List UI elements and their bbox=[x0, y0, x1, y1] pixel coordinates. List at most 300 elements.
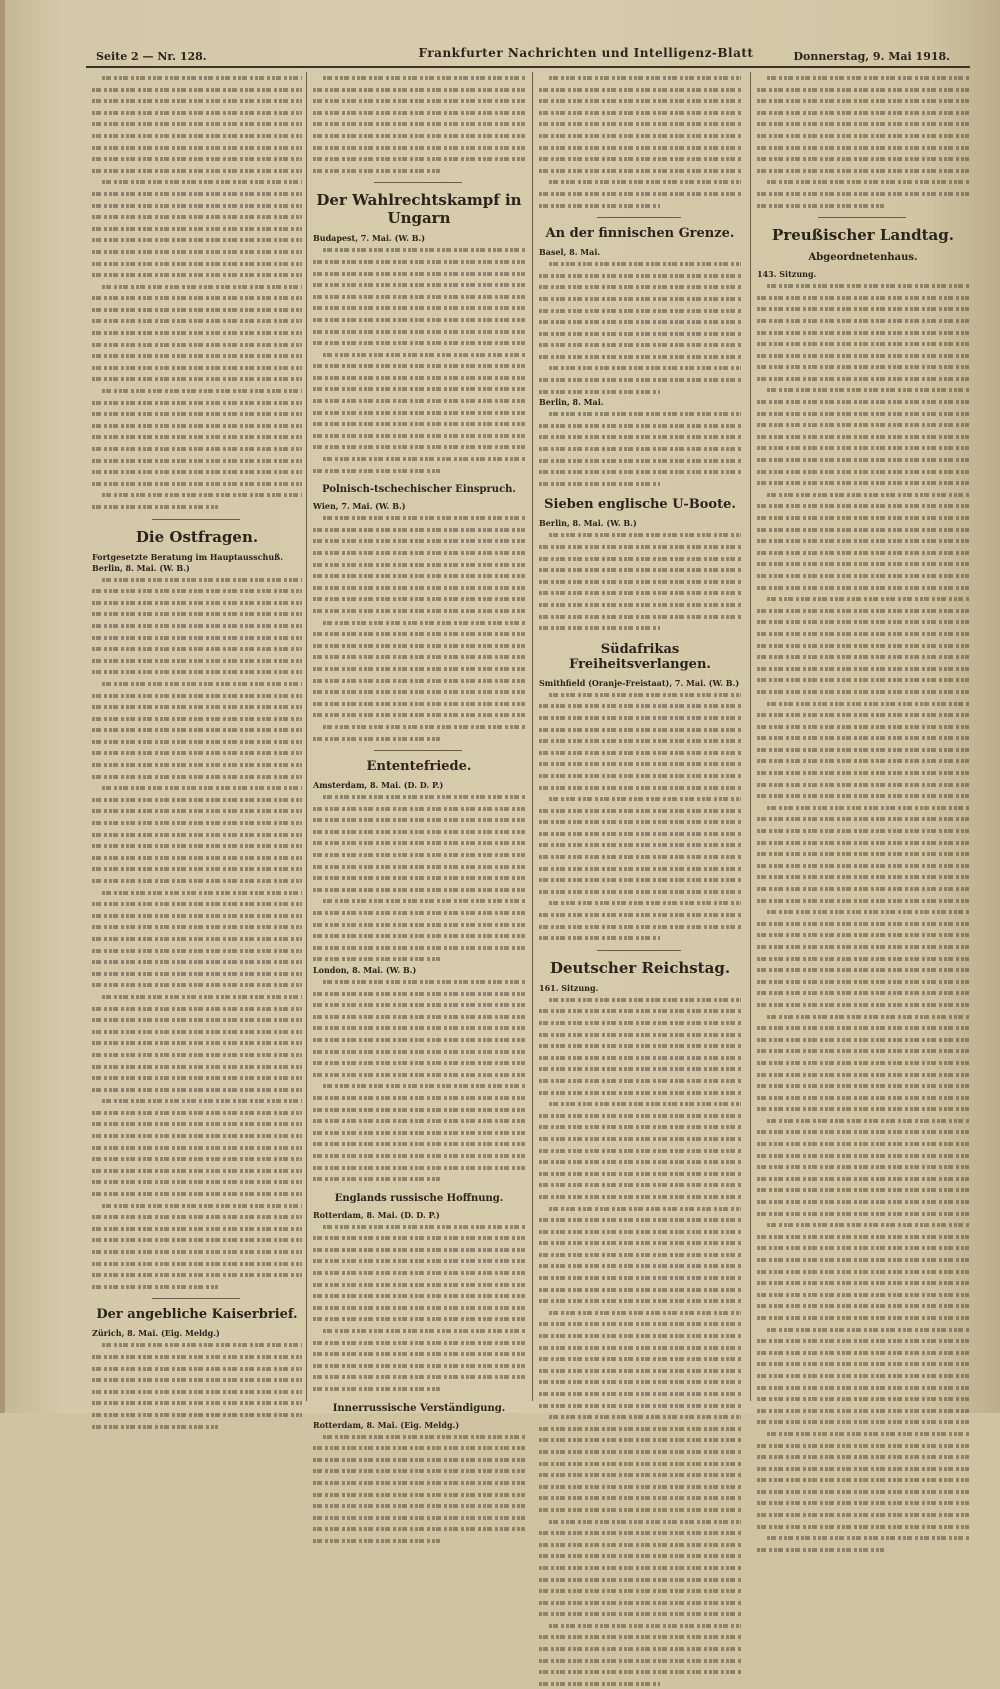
text-line bbox=[757, 1022, 969, 1034]
text-line bbox=[757, 1034, 969, 1046]
text-line bbox=[313, 142, 525, 154]
text-line bbox=[92, 724, 302, 736]
text-line bbox=[313, 268, 525, 280]
text-line bbox=[313, 1127, 525, 1139]
text-line bbox=[539, 932, 741, 944]
text-line bbox=[757, 1370, 969, 1382]
text-line bbox=[539, 1087, 741, 1099]
text-line bbox=[313, 1115, 525, 1127]
text-line bbox=[539, 622, 741, 634]
text-line bbox=[757, 327, 969, 339]
dateline: Budapest, 7. Mai. (W. B.) bbox=[313, 233, 426, 244]
text-line bbox=[92, 690, 302, 702]
dateline: Amsterdam, 8. Mai. (D. D. P.) bbox=[313, 780, 444, 791]
text-line bbox=[313, 617, 525, 629]
text-lines bbox=[313, 512, 525, 744]
text-line bbox=[757, 1126, 969, 1138]
text-line bbox=[313, 1057, 525, 1069]
text-line bbox=[757, 999, 969, 1011]
text-line bbox=[92, 910, 302, 922]
text-line bbox=[313, 1069, 525, 1081]
article-body bbox=[86, 72, 306, 513]
text-line bbox=[757, 790, 969, 802]
text-line bbox=[539, 351, 741, 363]
text-line bbox=[539, 130, 741, 142]
column-3 bbox=[532, 72, 745, 1401]
text-line bbox=[757, 779, 969, 791]
dateline: Smithfield (Oranje-Freistaat), 7. Mai. (W. B.) bbox=[539, 677, 740, 688]
text-line bbox=[313, 153, 525, 165]
text-line bbox=[539, 1423, 741, 1435]
text-line bbox=[757, 1045, 969, 1057]
text-line bbox=[313, 314, 525, 326]
text-line bbox=[313, 1221, 525, 1233]
text-lines bbox=[539, 689, 741, 944]
text-line bbox=[313, 326, 525, 338]
text-line bbox=[92, 200, 302, 212]
text-line bbox=[92, 1107, 302, 1119]
text-line bbox=[539, 107, 741, 119]
text-line bbox=[539, 1063, 741, 1075]
text-line bbox=[313, 686, 525, 698]
text-line bbox=[313, 349, 525, 361]
text-line bbox=[757, 1416, 969, 1428]
text-line bbox=[539, 1272, 741, 1284]
page-number: Seite 2 — Nr. 128. bbox=[96, 50, 207, 63]
headline-einspruch: Polnisch-tschechischer Einspruch. bbox=[322, 484, 516, 496]
text-line bbox=[539, 420, 741, 432]
text-line bbox=[757, 1497, 969, 1509]
text-line bbox=[757, 1231, 969, 1243]
text-line bbox=[539, 1400, 741, 1412]
text-line bbox=[92, 327, 302, 339]
text-line bbox=[313, 698, 525, 710]
text-line bbox=[757, 1382, 969, 1394]
text-line bbox=[757, 1150, 969, 1162]
text-line bbox=[92, 1386, 302, 1398]
text-line bbox=[757, 837, 969, 849]
text-line bbox=[92, 1049, 302, 1061]
text-line bbox=[313, 721, 525, 733]
text-line bbox=[757, 1092, 969, 1104]
text-line bbox=[539, 1562, 741, 1574]
text-line bbox=[92, 1095, 302, 1107]
text-line bbox=[92, 887, 302, 899]
text-line bbox=[539, 1666, 741, 1678]
text-line bbox=[92, 1211, 302, 1223]
text-line bbox=[92, 408, 302, 420]
text-lines bbox=[313, 1431, 525, 1547]
text-line bbox=[92, 736, 302, 748]
text-line bbox=[92, 362, 302, 374]
text-lines bbox=[539, 258, 741, 397]
text-line bbox=[539, 541, 741, 553]
text-line bbox=[539, 886, 741, 898]
text-line bbox=[539, 1179, 741, 1191]
text-line bbox=[539, 1017, 741, 1029]
text-line bbox=[313, 1302, 525, 1314]
text-line bbox=[539, 735, 741, 747]
text-line bbox=[539, 165, 741, 177]
text-line bbox=[757, 396, 969, 408]
text-line bbox=[757, 1324, 969, 1336]
text-line bbox=[92, 794, 302, 806]
headline-hoffnung: Englands russische Hoffnung. bbox=[334, 1192, 504, 1204]
text-line bbox=[313, 1080, 525, 1092]
headline-wahlrechtskampf: Der Wahlrechtskampf in Ungarn bbox=[316, 191, 522, 228]
dateline: Berlin, 8. Mai. (W. B.) bbox=[539, 518, 637, 529]
text-line bbox=[539, 1504, 741, 1516]
text-line bbox=[757, 918, 969, 930]
text-line bbox=[539, 805, 741, 817]
text-line bbox=[539, 863, 741, 875]
text-line bbox=[313, 849, 525, 861]
text-line bbox=[539, 576, 741, 588]
text-line bbox=[539, 1075, 741, 1087]
text-line bbox=[313, 256, 525, 268]
page-edge-shadow bbox=[0, 0, 5, 1413]
text-lines bbox=[313, 791, 525, 965]
text-line bbox=[313, 84, 525, 96]
text-line bbox=[539, 305, 741, 317]
text-line bbox=[92, 176, 302, 188]
text-line bbox=[92, 608, 302, 620]
text-line bbox=[757, 1184, 969, 1196]
text-line bbox=[539, 747, 741, 759]
text-line bbox=[757, 1069, 969, 1081]
text-line bbox=[313, 1431, 525, 1443]
divider bbox=[374, 182, 463, 183]
text-line bbox=[92, 1026, 302, 1038]
text-line bbox=[539, 1585, 741, 1597]
text-line bbox=[757, 1544, 969, 1556]
text-line bbox=[313, 1034, 525, 1046]
text-line bbox=[313, 1232, 525, 1244]
text-line bbox=[539, 874, 741, 886]
text-line bbox=[92, 1363, 302, 1375]
text-line bbox=[313, 1011, 525, 1023]
text-line bbox=[539, 281, 741, 293]
text-line bbox=[757, 721, 969, 733]
text-line bbox=[539, 816, 741, 828]
text-line bbox=[757, 964, 969, 976]
text-line bbox=[539, 1376, 741, 1388]
text-line bbox=[92, 759, 302, 771]
text-line bbox=[539, 270, 741, 282]
text-line bbox=[539, 1156, 741, 1168]
text-line bbox=[539, 1446, 741, 1458]
text-line bbox=[539, 1226, 741, 1238]
text-line bbox=[539, 1029, 741, 1041]
text-line bbox=[757, 1474, 969, 1486]
text-line bbox=[757, 802, 969, 814]
text-line bbox=[539, 909, 741, 921]
text-line bbox=[539, 1631, 741, 1643]
text-line bbox=[539, 84, 741, 96]
text-line bbox=[757, 524, 969, 536]
text-line bbox=[757, 1405, 969, 1417]
text-lines bbox=[539, 529, 741, 633]
text-line bbox=[757, 1080, 969, 1092]
text-line bbox=[92, 632, 302, 644]
headline-reichstag: Deutscher Reichstag. bbox=[549, 958, 731, 977]
headline-ententefriede: Ententefriede. bbox=[366, 759, 472, 775]
text-line bbox=[92, 350, 302, 362]
text-line bbox=[92, 921, 302, 933]
text-line bbox=[757, 976, 969, 988]
masthead-title: Frankfurter Nachrichten und Intelligenz-Blatt bbox=[418, 46, 754, 60]
text-line bbox=[539, 1295, 741, 1307]
text-line bbox=[539, 793, 741, 805]
text-line bbox=[539, 1145, 741, 1157]
text-line bbox=[92, 805, 302, 817]
text-line bbox=[92, 478, 302, 490]
text-line bbox=[539, 1260, 741, 1272]
text-line bbox=[757, 1347, 969, 1359]
text-line bbox=[313, 1523, 525, 1535]
column-2 bbox=[306, 72, 529, 1430]
text-line bbox=[92, 620, 302, 632]
text-line bbox=[313, 1348, 525, 1360]
text-line bbox=[313, 1290, 525, 1302]
text-line bbox=[757, 512, 969, 524]
text-line bbox=[313, 895, 525, 907]
text-line bbox=[757, 1451, 969, 1463]
text-line bbox=[92, 643, 302, 655]
headline-landtag: Preußischer Landtag. bbox=[772, 226, 954, 245]
text-line bbox=[757, 558, 969, 570]
text-line bbox=[313, 872, 525, 884]
text-line bbox=[757, 941, 969, 953]
text-line bbox=[313, 1371, 525, 1383]
text-line bbox=[92, 701, 302, 713]
text-line bbox=[92, 107, 302, 119]
text-line bbox=[92, 956, 302, 968]
text-line bbox=[313, 1104, 525, 1116]
text-line bbox=[92, 979, 302, 991]
text-line bbox=[92, 153, 302, 165]
text-line bbox=[92, 1351, 302, 1363]
text-line bbox=[757, 477, 969, 489]
text-line bbox=[539, 599, 741, 611]
text-line bbox=[539, 1492, 741, 1504]
text-line bbox=[313, 1477, 525, 1489]
divider bbox=[152, 1298, 240, 1299]
dateline: Fortgesetzte Beratung im Hauptausschuß. Berlin, 8. Mai. (W. B.) bbox=[92, 551, 284, 573]
text-line bbox=[92, 1223, 302, 1235]
text-line bbox=[92, 292, 302, 304]
text-line bbox=[92, 678, 302, 690]
text-line bbox=[539, 553, 741, 565]
text-line bbox=[757, 825, 969, 837]
text-line bbox=[757, 709, 969, 721]
text-line bbox=[92, 829, 302, 841]
text-line bbox=[539, 897, 741, 909]
text-line bbox=[757, 640, 969, 652]
text-line bbox=[757, 1300, 969, 1312]
text-line bbox=[313, 559, 525, 571]
text-line bbox=[313, 1046, 525, 1058]
text-line bbox=[757, 373, 969, 385]
text-line bbox=[757, 755, 969, 767]
text-line bbox=[539, 431, 741, 443]
text-line bbox=[539, 1643, 741, 1655]
text-line bbox=[539, 1620, 741, 1632]
text-line bbox=[313, 675, 525, 687]
text-line bbox=[757, 605, 969, 617]
text-line bbox=[539, 1481, 741, 1493]
text-line bbox=[313, 1244, 525, 1256]
text-line bbox=[539, 142, 741, 154]
text-line bbox=[92, 455, 302, 467]
text-line bbox=[757, 95, 969, 107]
text-line bbox=[757, 1486, 969, 1498]
text-line bbox=[757, 895, 969, 907]
text-line bbox=[92, 852, 302, 864]
text-line bbox=[313, 395, 525, 407]
text-line bbox=[757, 813, 969, 825]
text-line bbox=[313, 453, 525, 465]
text-line bbox=[757, 1289, 969, 1301]
divider bbox=[374, 750, 463, 751]
text-line bbox=[757, 72, 969, 84]
text-line bbox=[313, 372, 525, 384]
dateline: London, 8. Mai. (W. B.) bbox=[313, 965, 417, 975]
text-line bbox=[92, 339, 302, 351]
text-line bbox=[757, 767, 969, 779]
text-line bbox=[313, 733, 525, 745]
text-line bbox=[92, 933, 302, 945]
text-line bbox=[92, 968, 302, 980]
text-line bbox=[539, 362, 741, 374]
text-line bbox=[92, 142, 302, 154]
text-line bbox=[757, 663, 969, 675]
text-line bbox=[539, 1110, 741, 1122]
text-line bbox=[313, 582, 525, 594]
text-line bbox=[313, 942, 525, 954]
text-line bbox=[92, 1153, 302, 1165]
text-line bbox=[92, 1165, 302, 1177]
text-line bbox=[539, 374, 741, 386]
text-line bbox=[539, 1353, 741, 1365]
text-line bbox=[539, 828, 741, 840]
text-line bbox=[92, 211, 302, 223]
text-line bbox=[92, 1234, 302, 1246]
text-line bbox=[92, 597, 302, 609]
text-lines bbox=[92, 574, 302, 1293]
text-line bbox=[539, 1388, 741, 1400]
text-line bbox=[539, 1365, 741, 1377]
text-line bbox=[757, 929, 969, 941]
text-line bbox=[539, 1574, 741, 1586]
text-line bbox=[757, 582, 969, 594]
text-line bbox=[539, 1249, 741, 1261]
text-line bbox=[539, 1052, 741, 1064]
text-line bbox=[539, 1005, 741, 1017]
text-line bbox=[757, 1532, 969, 1544]
text-line bbox=[757, 500, 969, 512]
text-line bbox=[92, 1200, 302, 1212]
text-line bbox=[757, 628, 969, 640]
text-line bbox=[313, 861, 525, 873]
text-line bbox=[313, 1454, 525, 1466]
text-line bbox=[539, 1608, 741, 1620]
text-line bbox=[539, 1539, 741, 1551]
headline-kaiserbrief: Der angebliche Kaiserbrief. bbox=[96, 1307, 298, 1323]
dateline: 161. Sitzung. bbox=[539, 982, 599, 993]
text-line bbox=[539, 1342, 741, 1354]
text-line bbox=[92, 188, 302, 200]
text-line bbox=[92, 1130, 302, 1142]
text-line bbox=[539, 72, 741, 84]
text-line bbox=[92, 1281, 302, 1293]
text-line bbox=[92, 875, 302, 887]
text-line bbox=[92, 898, 302, 910]
text-line bbox=[757, 535, 969, 547]
text-line bbox=[313, 837, 525, 849]
text-line bbox=[313, 814, 525, 826]
text-line bbox=[92, 1246, 302, 1258]
text-line bbox=[757, 292, 969, 304]
text-line bbox=[313, 130, 525, 142]
text-line bbox=[92, 1188, 302, 1200]
dateline: Rotterdam, 8. Mai. (D. D. P.) bbox=[313, 1209, 440, 1220]
text-line bbox=[92, 1003, 302, 1015]
dateline: 143. Sitzung. bbox=[757, 269, 817, 280]
text-line bbox=[757, 1521, 969, 1533]
text-line bbox=[539, 770, 741, 782]
text-line bbox=[92, 420, 302, 432]
text-line bbox=[92, 840, 302, 852]
text-line bbox=[539, 994, 741, 1006]
text-line bbox=[92, 1118, 302, 1130]
text-line bbox=[92, 223, 302, 235]
text-line bbox=[92, 655, 302, 667]
text-line bbox=[539, 328, 741, 340]
text-line bbox=[757, 1161, 969, 1173]
text-line bbox=[92, 281, 302, 293]
text-line bbox=[539, 1121, 741, 1133]
text-line bbox=[757, 616, 969, 628]
dateline: Basel, 8. Mai. bbox=[539, 247, 601, 258]
text-line bbox=[539, 1098, 741, 1110]
text-line bbox=[92, 1397, 302, 1409]
text-line bbox=[757, 1266, 969, 1278]
text-line bbox=[313, 791, 525, 803]
text-line bbox=[313, 826, 525, 838]
divider bbox=[152, 519, 240, 520]
text-line bbox=[539, 782, 741, 794]
text-line bbox=[313, 1267, 525, 1279]
text-line bbox=[92, 1014, 302, 1026]
text-line bbox=[313, 1500, 525, 1512]
text-lines bbox=[757, 280, 969, 1555]
text-line bbox=[313, 605, 525, 617]
headline-suedafrika: Südafrikas Freiheitsverlangen. bbox=[569, 641, 711, 672]
text-line bbox=[313, 1255, 525, 1267]
headline-uboote: Sieben englische U-Boote. bbox=[544, 497, 736, 513]
text-line bbox=[92, 574, 302, 586]
text-line bbox=[539, 200, 741, 212]
text-line bbox=[757, 987, 969, 999]
text-line bbox=[92, 991, 302, 1003]
text-line bbox=[539, 1458, 741, 1470]
text-lines bbox=[313, 1221, 525, 1395]
text-line bbox=[539, 408, 741, 420]
text-line bbox=[757, 1254, 969, 1266]
text-line bbox=[539, 1434, 741, 1446]
text-line bbox=[92, 1037, 302, 1049]
